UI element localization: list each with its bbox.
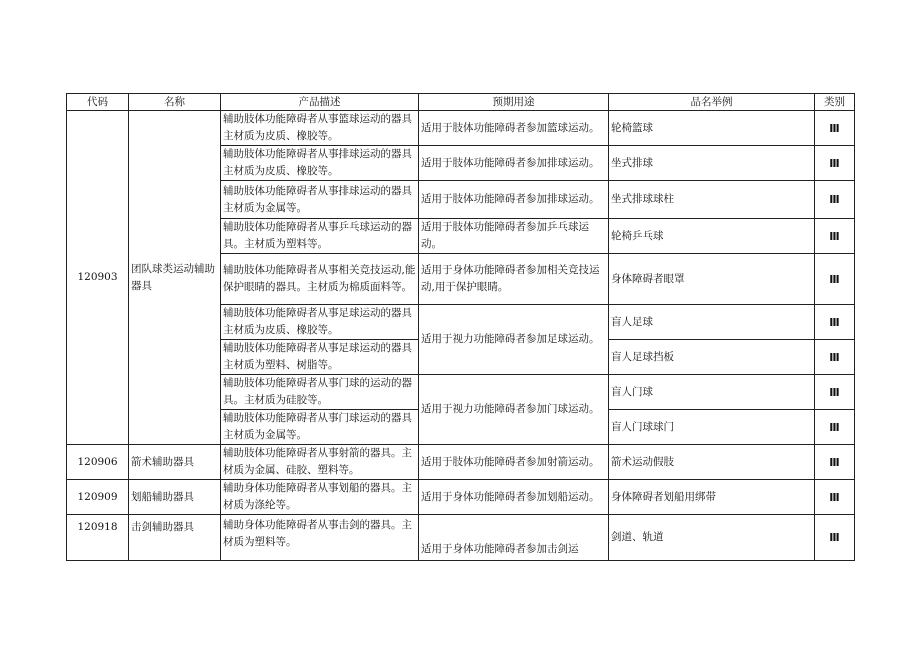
example-cell: 坐式排球 bbox=[609, 146, 815, 181]
category-cell: Ⅲ bbox=[815, 445, 855, 480]
description-cell: 辅助身体功能障碍者从事击剑的器具。主材质为塑料等。 bbox=[221, 515, 419, 561]
category-cell: Ⅲ bbox=[815, 305, 855, 340]
description-cell: 辅助肢体功能障碍者从事相关竞技运动,能保护眼睛的器具。主材质为棉质面料等。 bbox=[221, 254, 419, 305]
description-cell: 辅助肢体功能障碍者从事乒乓球运动的器具。主材质为塑料等。 bbox=[221, 219, 419, 254]
description-cell: 辅助肢体功能障碍者从事足球运动的器具主材质为塑料、树脂等。 bbox=[221, 340, 419, 375]
description-cell: 辅助肢体功能障碍者从事门球的运动的器具。主材质为硅胶等。 bbox=[221, 375, 419, 410]
code-cell: 120909 bbox=[67, 480, 129, 515]
category-cell: Ⅲ bbox=[815, 340, 855, 375]
intended-use-cell: 适用于肢体功能障碍者参加射箭运动。 bbox=[419, 445, 609, 480]
header-row bbox=[67, 94, 855, 111]
category-cell: Ⅲ bbox=[815, 515, 855, 561]
description-cell: 辅助肢体功能障碍者从事足球运动的器具主材质为皮质、橡胶等。 bbox=[221, 305, 419, 340]
example-cell: 身体障碍者划船用绑带 bbox=[609, 480, 815, 515]
category-cell: Ⅲ bbox=[815, 111, 855, 146]
description-cell: 辅助肢体功能障碍者从事门球运动的器具主材质为金属等。 bbox=[221, 410, 419, 445]
header-intended-use: 预期用途 bbox=[419, 94, 609, 111]
description-cell: 辅助身体功能障碍者从事划船的器具。主材质为涤纶等。 bbox=[221, 480, 419, 515]
name-cell: 团队球类运动辅助器具 bbox=[129, 111, 221, 445]
intended-use-cell: 适用于视力功能障碍者参加门球运动。 bbox=[419, 375, 609, 445]
example-cell: 盲人门球 bbox=[609, 375, 815, 410]
example-cell: 盲人足球 bbox=[609, 305, 815, 340]
code-cell: 120906 bbox=[67, 445, 129, 480]
description-cell: 辅助肢体功能障碍者从事排球运动的器具主材质为金属等。 bbox=[221, 181, 419, 219]
category-cell: Ⅲ bbox=[815, 480, 855, 515]
example-cell: 箭术运动假肢 bbox=[609, 445, 815, 480]
header-code: 代码 bbox=[67, 94, 129, 111]
header-description: 产品描述 bbox=[221, 94, 419, 111]
header-examples: 品名举例 bbox=[609, 94, 815, 111]
category-cell: Ⅲ bbox=[815, 146, 855, 181]
intended-use-cell: 适用于视力功能障碍者参加足球运动。 bbox=[419, 305, 609, 375]
name-cell: 击剑辅助器具 bbox=[129, 515, 221, 561]
description-cell: 辅助肢体功能障碍者从事射箭的器具。主材质为金属、硅胶、塑料等。 bbox=[221, 445, 419, 480]
header-category: 类别 bbox=[815, 94, 855, 111]
intended-use-cell: 适用于身体功能障碍者参加相关竞技运动,用于保护眼睛。 bbox=[419, 254, 609, 305]
category-cell: Ⅲ bbox=[815, 254, 855, 305]
category-cell: Ⅲ bbox=[815, 181, 855, 219]
name-cell: 箭术辅助器具 bbox=[129, 445, 221, 480]
example-cell: 轮椅篮球 bbox=[609, 111, 815, 146]
intended-use-cell: 适用于肢体功能障碍者参加乒乓球运动。 bbox=[419, 219, 609, 254]
example-cell: 坐式排球球柱 bbox=[609, 181, 815, 219]
product-classification-table bbox=[66, 93, 855, 561]
table-row bbox=[67, 480, 855, 515]
table-row bbox=[67, 515, 855, 561]
category-cell: Ⅲ bbox=[815, 375, 855, 410]
intended-use-cell: 适用于肢体功能障碍者参加篮球运动。 bbox=[419, 111, 609, 146]
intended-use-cell: 适用于身体功能障碍者参加击剑运 bbox=[419, 515, 609, 561]
description-cell: 辅助肢体功能障碍者从事排球运动的器具主材质为皮质、橡胶等。 bbox=[221, 146, 419, 181]
name-cell: 划船辅助器具 bbox=[129, 480, 221, 515]
example-cell: 轮椅乒乓球 bbox=[609, 219, 815, 254]
table-row bbox=[67, 445, 855, 480]
code-cell: 120903 bbox=[67, 111, 129, 445]
intended-use-cell: 适用于肢体功能障碍者参加排球运动。 bbox=[419, 146, 609, 181]
example-cell: 身体障碍者眼罩 bbox=[609, 254, 815, 305]
example-cell: 盲人门球球门 bbox=[609, 410, 815, 445]
example-cell: 剑道、轨道 bbox=[609, 515, 815, 561]
table-row bbox=[67, 111, 855, 146]
intended-use-cell: 适用于肢体功能障碍者参加排球运动。 bbox=[419, 181, 609, 219]
header-name: 名称 bbox=[129, 94, 221, 111]
category-cell: Ⅲ bbox=[815, 410, 855, 445]
description-cell: 辅助肢体功能障碍者从事篮球运动的器具主材质为皮质、橡胶等。 bbox=[221, 111, 419, 146]
example-cell: 盲人足球挡板 bbox=[609, 340, 815, 375]
code-cell: 120918 bbox=[67, 515, 129, 561]
intended-use-cell: 适用于身体功能障碍者参加划船运动。 bbox=[419, 480, 609, 515]
category-cell: Ⅲ bbox=[815, 219, 855, 254]
